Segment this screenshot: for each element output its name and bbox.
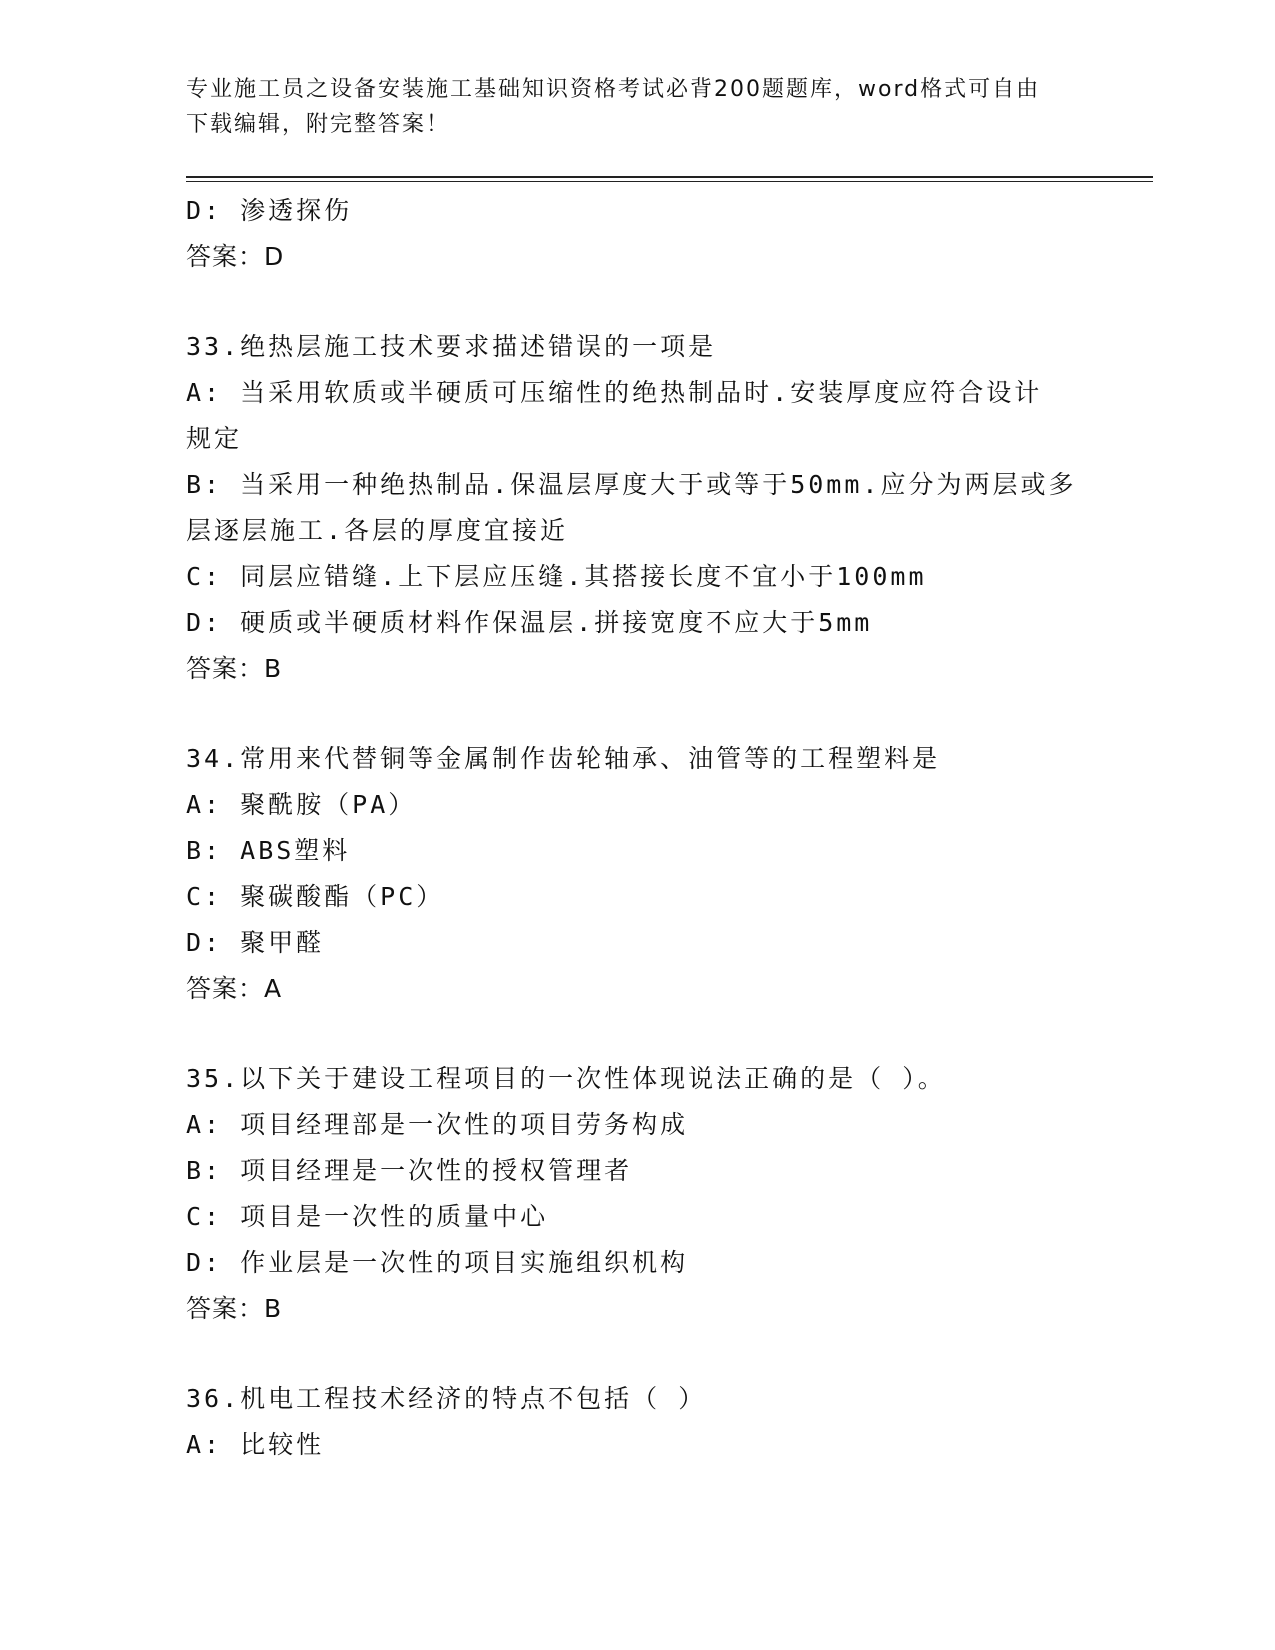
question-36 [186, 1376, 1086, 1468]
question-33-stem: 33.绝热层施工技术要求描述错误的一项是 [186, 332, 717, 361]
question-36-option-a: A: 比较性 [186, 1430, 325, 1459]
question-33-option-a-line-2: 规定 [186, 424, 243, 453]
spacer [186, 1332, 1086, 1376]
question-36-stem: 36.机电工程技术经济的特点不包括（ ） [186, 1384, 707, 1413]
header-divider-thick [186, 176, 1153, 178]
question-33-option-c: C: 同层应错缝.上下层应压缝.其搭接长度不宜小于100mm [186, 562, 927, 591]
prev-answer: 答案：D [186, 242, 285, 271]
question-33-option-a-line-1: A: 当采用软质或半硬质可压缩性的绝热制品时.安装厚度应符合设计 [186, 378, 1043, 407]
prev-option-d: D: 渗透探伤 [186, 196, 353, 225]
question-33-option-d: D: 硬质或半硬质材料作保温层.拼接宽度不应大于5mm [186, 608, 873, 637]
question-35-option-c: C: 项目是一次性的质量中心 [186, 1202, 549, 1231]
question-35-answer: 答案：B [186, 1294, 283, 1323]
spacer [186, 280, 1086, 324]
question-35-option-a: A: 项目经理部是一次性的项目劳务构成 [186, 1110, 689, 1139]
question-35-stem: 35.以下关于建设工程项目的一次性体现说法正确的是（ ）。 [186, 1064, 946, 1093]
header-title-line-2: 下载编辑，附完整答案！ [186, 112, 451, 137]
question-34-option-d: D: 聚甲醛 [186, 928, 325, 957]
question-34-option-a: A: 聚酰胺（PA） [186, 790, 417, 819]
document-header [186, 72, 1066, 142]
question-33 [186, 324, 1086, 692]
question-list [186, 188, 1086, 1468]
header-title-line-1: 专业施工员之设备安装施工基础知识资格考试必背200题题库，word格式可自由 [186, 77, 1041, 102]
question-34-answer: 答案：A [186, 974, 283, 1003]
question-35-option-d: D: 作业层是一次性的项目实施组织机构 [186, 1248, 689, 1277]
question-33-option-b-line-2: 层逐层施工.各层的厚度宜接近 [186, 516, 569, 545]
header-divider-thin [186, 181, 1153, 182]
question-35 [186, 1056, 1086, 1332]
question-34-option-b: B: ABS塑料 [186, 836, 351, 865]
question-35-option-b: B: 项目经理是一次性的授权管理者 [186, 1156, 633, 1185]
question-34-stem: 34.常用来代替铜等金属制作齿轮轴承、油管等的工程塑料是 [186, 744, 941, 773]
question-34 [186, 736, 1086, 1012]
spacer [186, 1012, 1086, 1056]
question-34-option-c: C: 聚碳酸酯（PC） [186, 882, 445, 911]
question-33-answer: 答案：B [186, 654, 283, 683]
spacer [186, 692, 1086, 736]
question-33-option-b-line-1: B: 当采用一种绝热制品.保温层厚度大于或等于50mm.应分为两层或多 [186, 470, 1077, 499]
